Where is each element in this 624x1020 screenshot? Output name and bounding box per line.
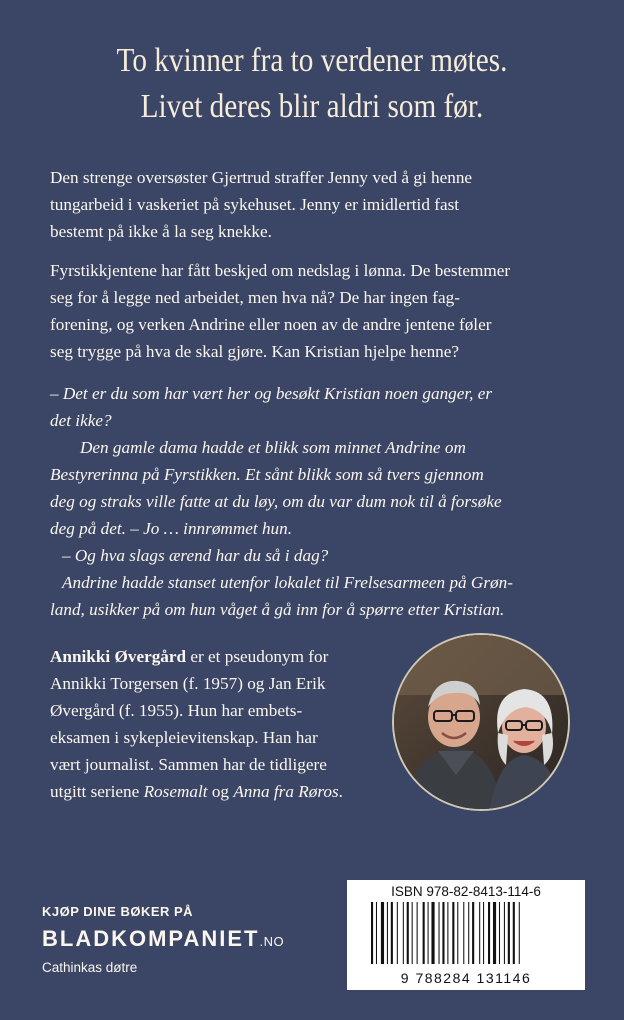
barcode-bar <box>439 902 440 964</box>
barcode-bar <box>387 902 388 964</box>
blurb-p2-line: seg for å legge ned arbeidet, men hva nå? De har ingen fag- <box>50 288 460 307</box>
author-bio-text: og <box>207 782 234 801</box>
barcode-bar <box>508 902 510 964</box>
author-photo-illustration <box>394 635 568 809</box>
barcode-bar <box>417 902 418 964</box>
barcode-bar <box>403 902 404 964</box>
barcode <box>347 880 585 990</box>
publisher-logo-suffix: .NO <box>259 934 285 949</box>
author-bio-line: Øvergård (f. 1955). Hun har embets- <box>50 701 303 720</box>
excerpt-line: Den gamle dama hadde et blikk som minnet Andrine om <box>80 438 466 457</box>
barcode-bars <box>371 902 561 964</box>
barcode-bar <box>428 902 429 964</box>
headline <box>0 38 624 130</box>
author-bio-line: vært journalist. Sammen har de tidligere <box>50 755 327 774</box>
barcode-bar <box>468 902 469 964</box>
barcode-bar <box>371 902 373 964</box>
barcode-bar <box>442 902 444 964</box>
barcode-bar <box>391 902 393 964</box>
barcode-bar <box>513 902 515 964</box>
blurb-p1-line: tungarbeid i vaskeriet på sykehuset. Jenny er imidlertid fast <box>50 195 460 214</box>
barcode-bar <box>407 902 409 964</box>
barcode-bar <box>493 902 496 964</box>
barcode-bar <box>423 902 425 964</box>
barcode-bar <box>504 902 505 964</box>
series-title-anna: Anna fra Røros <box>233 782 339 801</box>
author-name: Annikki Øvergård <box>50 647 187 666</box>
author-bio-text: er et pseudonym for <box>186 647 329 666</box>
blurb-p1-line: Den strenge oversøster Gjertrud straffer Jenny ved å gi henne <box>50 168 473 187</box>
barcode-bar <box>381 902 384 964</box>
excerpt-line: – Det er du som har vært her og besøkt Kristian noen ganger, er <box>50 384 493 403</box>
barcode-bar <box>376 902 377 964</box>
blurb-p2-line: Fyrstikkjentene har fått beskjed om nedslag i lønna. De bestemmer <box>50 261 511 280</box>
barcode-bar <box>447 902 448 964</box>
series-name: Cathinkas døtre <box>42 960 138 975</box>
barcode-bar <box>483 902 484 964</box>
headline-line-1: To kvinner fra to verdener møtes. <box>116 42 508 79</box>
blurb-p1-line: bestemt på ikke å la seg knekke. <box>50 222 272 241</box>
blurb-paragraph-2 <box>50 257 580 365</box>
author-bio <box>50 643 380 805</box>
series-title-rosemalt: Rosemalt <box>143 782 208 801</box>
barcode-bar <box>472 902 474 964</box>
excerpt-line: Bestyrerinna på Fyrstikken. Et sånt blikk som så tvers gjennom <box>50 465 484 484</box>
author-photo <box>392 633 570 811</box>
barcode-bar <box>479 902 480 964</box>
publisher-logo <box>42 926 284 952</box>
excerpt-line: land, usikker på om hun våget å gå inn for å spørre etter Kristian. <box>50 600 505 619</box>
barcode-bar <box>463 902 464 964</box>
author-bio-line-6 <box>50 778 380 805</box>
blurb-paragraph-1 <box>50 164 580 245</box>
barcode-bar <box>488 902 490 964</box>
publisher-logo-text: BLADKOMPANIET <box>42 926 260 951</box>
barcode-bar <box>397 902 398 964</box>
barcode-bar <box>499 902 500 964</box>
buy-prompt: KJØP DINE BØKER PÅ <box>42 904 194 919</box>
excerpt-line: Andrine hadde stanset utenfor lokalet til Frelsesarmeen på Grøn- <box>62 573 513 592</box>
excerpt <box>50 380 590 623</box>
blurb-p2-line: forening, og verken Andrine eller noen av de andre jentene føler <box>50 315 492 334</box>
author-bio-text: utgitt seriene <box>50 782 144 801</box>
blurb-p2-line: seg trygge på hva de skal gjøre. Kan Kristian hjelpe henne? <box>50 342 460 361</box>
excerpt-line: deg og straks ville fatte at du løy, om du var dum nok til å forsøke <box>50 492 502 511</box>
barcode-bar <box>431 902 434 964</box>
barcode-bar <box>519 902 520 964</box>
isbn-label: ISBN 978-82-8413-114-6 <box>391 884 541 899</box>
excerpt-line: deg på det. – Jo … innrømmet hun. <box>50 519 293 538</box>
barcode-bar <box>452 902 454 964</box>
author-bio-line: eksamen i sykepleievitenskap. Han har <box>50 728 318 747</box>
barcode-bar <box>457 902 458 964</box>
excerpt-line: – Og hva slags ærend har du så i dag? <box>62 546 329 565</box>
barcode-digits: 9 788284 131146 <box>400 970 532 986</box>
author-bio-text: . <box>338 782 343 801</box>
excerpt-line: det ikke? <box>50 411 112 430</box>
author-bio-line-1 <box>50 643 380 670</box>
headline-line-2: Livet deres blir aldri som før. <box>140 88 484 125</box>
barcode-bar <box>412 902 413 964</box>
author-bio-line: Annikki Torgersen (f. 1957) og Jan Erik <box>50 674 326 693</box>
